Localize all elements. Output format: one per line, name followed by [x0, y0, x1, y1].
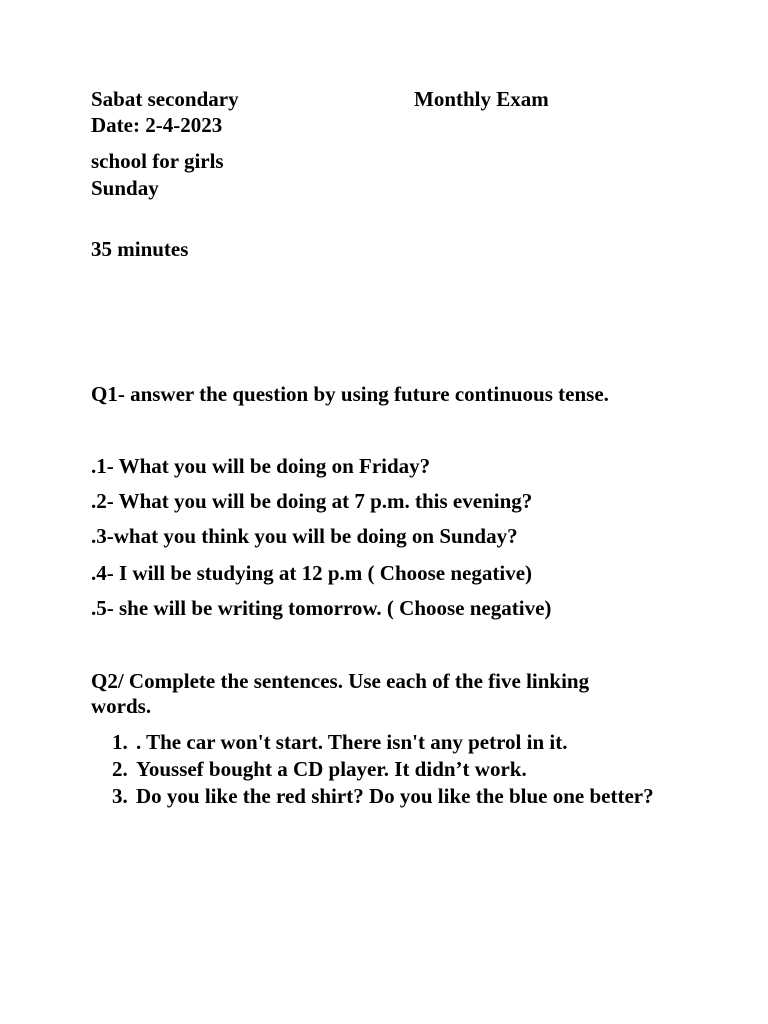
q2-item-text: Do you like the red shirt? Do you like the blue one better?	[136, 784, 654, 808]
exam-date: Date: 2-4-2023	[91, 113, 223, 137]
q1-title: Q1- answer the question by using future continuous tense.	[91, 382, 609, 406]
q2-item-text: . The car won't start. There isn't any petrol in it.	[136, 730, 568, 754]
q2-item	[112, 756, 672, 783]
q1-item: .2- What you will be doing at 7 p.m. this evening?	[91, 489, 533, 513]
q2-item-text: Youssef bought a CD player. It didn’t work.	[136, 757, 527, 781]
q2-list	[112, 729, 672, 810]
q1-item: .4- I will be studying at 12 p.m ( Choose negative)	[91, 561, 533, 585]
q2-item-number: 2.	[112, 757, 128, 781]
q2-item	[112, 783, 656, 810]
q2-item	[112, 729, 672, 756]
q1-item: .3-what you think you will be doing on Sunday?	[91, 524, 518, 548]
q1-item: .1- What you will be doing on Friday?	[91, 454, 431, 478]
q2-title-continued: words.	[91, 694, 152, 718]
q1-item: .5- she will be writing tomorrow. ( Choose negative)	[91, 596, 552, 620]
q2-item-number: 1.	[112, 730, 128, 754]
exam-title: Monthly Exam	[414, 87, 549, 111]
exam-day: Sunday	[91, 176, 159, 200]
school-type: school for girls	[91, 149, 224, 173]
q2-title: Q2/ Complete the sentences. Use each of the five linking	[91, 669, 590, 693]
exam-duration: 35 minutes	[91, 237, 189, 261]
school-name: Sabat secondary	[91, 87, 239, 111]
q2-item-number: 3.	[112, 784, 128, 808]
